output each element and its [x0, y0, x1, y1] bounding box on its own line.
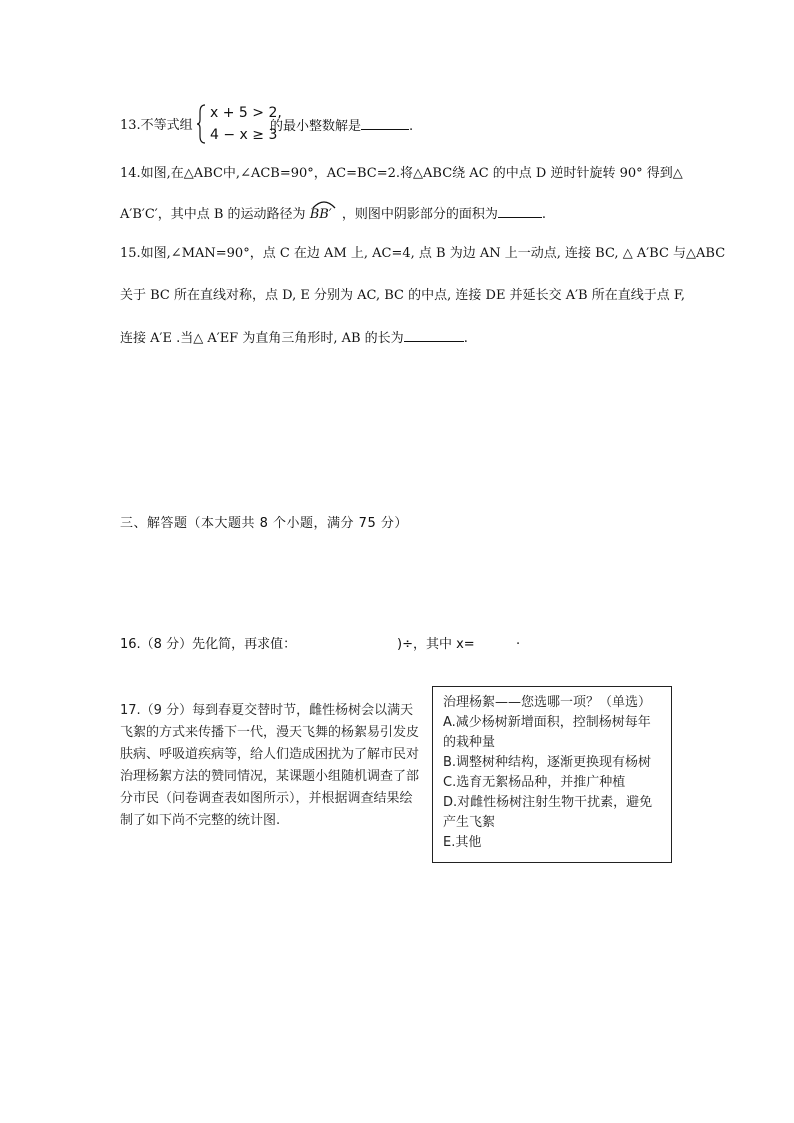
q14-line2-a: A′B′C′，其中点 B 的运动路径为 [120, 207, 306, 222]
q15-line3 [120, 329, 468, 348]
q16-part-b: )÷，其中 x= [397, 637, 475, 652]
inequality-1: x + 5 > 2, [210, 105, 282, 121]
q14-end: . [541, 207, 546, 222]
q13-suffix [270, 117, 413, 136]
survey-title: 治理杨絮——您选哪一项？（单选） [443, 695, 652, 710]
answer-blank-q15[interactable] [404, 329, 464, 342]
q14-line1: 14.如图,在△ABC中,∠ACB=90°，AC=BC=2.将△ABC绕 AC 的中点 D 逆时针旋转 90° 得到△ [120, 166, 683, 181]
q13-prefix: 13.不等式组 [120, 118, 193, 133]
q15-end: . [463, 331, 468, 346]
arc-icon [310, 199, 338, 209]
q15-line2: 关于 BC 所在直线对称，点 D, E 分别为 AC, BC 的中点, 连接 DE 并延长交 A′B 所在直线于点 F, [120, 288, 685, 303]
q14-line2-b: ，则图中阴影部分的面积为 [341, 207, 498, 222]
survey-box [432, 686, 672, 863]
arc-text: BB′ [309, 207, 332, 222]
q16-part-c: . [516, 633, 521, 648]
q13-end: . [409, 119, 414, 134]
q16-part-a: 16.（8 分）先化简，再求值： [120, 637, 297, 652]
q15-line1: 15.如图,∠MAN=90°，点 C 在边 AM 上, AC=4, 点 B 为边 AN 上一动点, 连接 BC, △ A′BC 与△ABC [120, 246, 726, 261]
survey-option-d: D.对雌性杨树注射生物干扰素，避免产生飞絮 [443, 795, 653, 830]
q15-line3-a: 连接 A′E .当△ A′EF 为直角三角形时, AB 的长为 [120, 331, 404, 346]
q17-text: 17.（9 分）每到春夏交替时节，雌性杨树会以满天飞絮的方式来传播下一代，漫天飞舞的杨絮易引发皮肤病、呼吸道疾病等，给人们造成困扰为了解市民对治理杨絮方法的赞同情况，某课题小组随机调查了部分市民（问卷调查表如图所示），并根据调查结果绘制了如下尚不完整的统计图. [120, 703, 420, 828]
inequality-2: 4 − x ≥ 3 [210, 127, 278, 143]
brace-icon [196, 104, 206, 144]
section-heading: 三、解答题（本大题共 8 个小题，满分 75 分） [120, 516, 408, 531]
survey-option-e: E.其他 [443, 835, 482, 850]
q13-suffix-text: 的最小整数解是 [270, 119, 362, 134]
answer-blank-q13[interactable] [361, 117, 409, 130]
survey-option-c: C.选育无絮杨品种，并推广种植 [443, 775, 626, 790]
survey-option-b: B.调整树种结构，逐渐更换现有杨树 [443, 755, 652, 770]
arc-label [310, 206, 338, 224]
q14-line2 [120, 205, 546, 224]
survey-option-a: A.减少杨树新增面积，控制杨树每年的栽种量 [443, 715, 651, 750]
answer-blank-q14[interactable] [498, 205, 542, 218]
